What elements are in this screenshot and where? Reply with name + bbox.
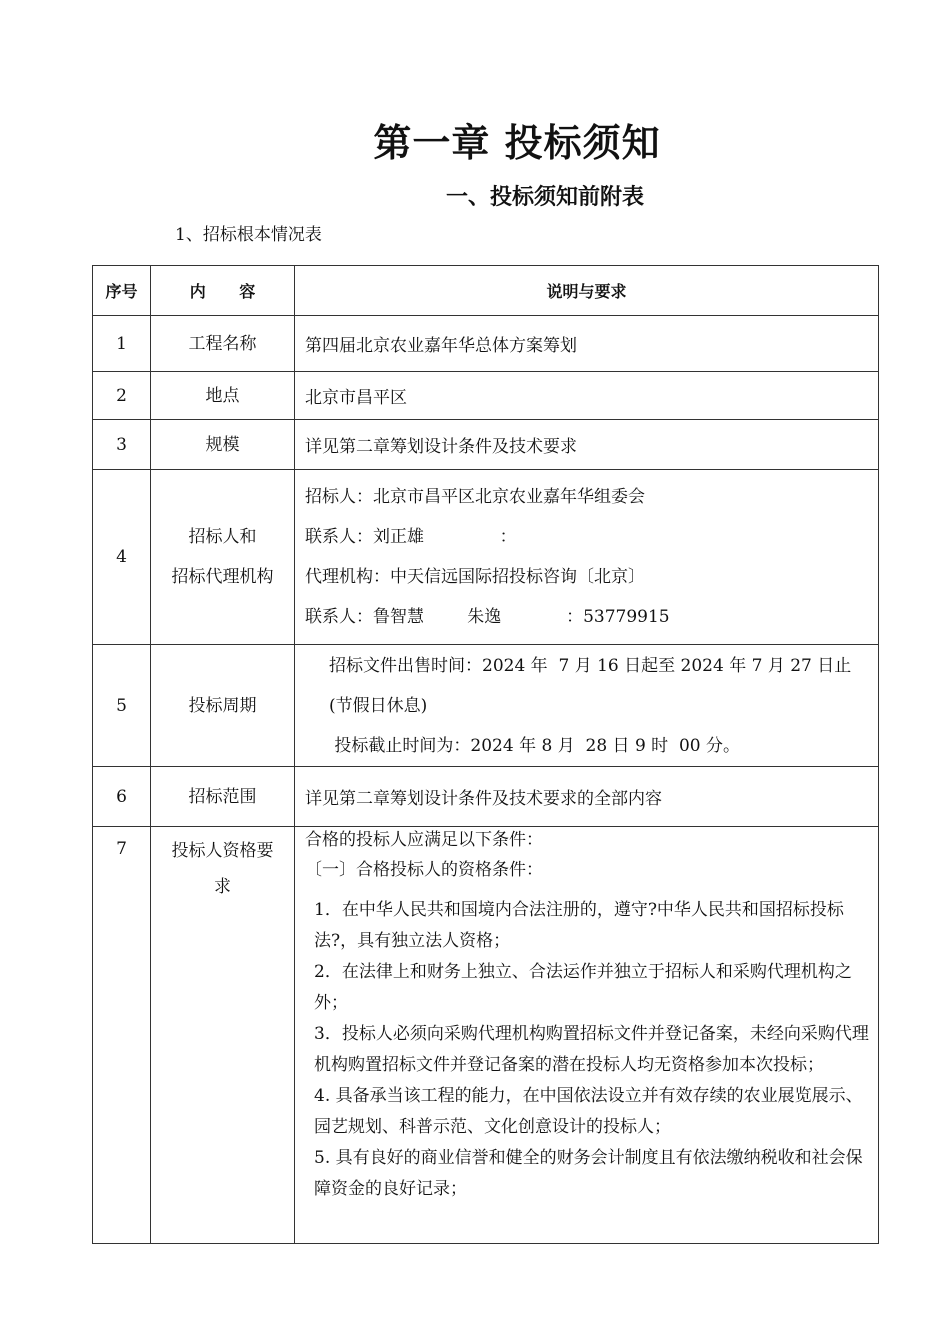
tenderer-line: 招标人：北京市昌平区北京农业嘉年华组委会 [305, 487, 645, 507]
row-number: 4 [93, 470, 151, 645]
bidding-info-table [92, 265, 879, 1244]
row-item-line: 投标人资格要 [171, 841, 274, 861]
header-no: 序号 [93, 266, 151, 316]
deadline-line: 投标截止时间为：2024 年 8 月 28 日 9 时 00 分。 [329, 735, 741, 756]
requirement-item: 2．在法律上和财务上独立、合法运作并独立于招标人和采购代理机构之外； [314, 962, 852, 1013]
requirements-intro: 合格的投标人应满足以下条件： [305, 830, 543, 850]
row-number: 2 [93, 372, 151, 420]
requirements-subtitle: 〔一〕合格投标人的资格条件： [305, 860, 543, 880]
row-item: 投标周期 [151, 645, 295, 767]
row-item-line: 求 [214, 877, 231, 897]
table-caption: 1、招标根本情况表 [175, 225, 322, 245]
row-item-line: 招标人和 [188, 527, 257, 547]
row-item: 规模 [151, 420, 295, 470]
row-number: 7 [93, 827, 151, 1244]
section-title: 一、投标须知前附表 [445, 185, 644, 210]
bidding-period [295, 645, 879, 767]
row-desc: 北京市昌平区 [295, 372, 879, 420]
requirement-item: 3．投标人必须向采购代理机构购置招标文件并登记备案，未经向采购代理机构购置招标文件并登记备案的潜在投标人均无资格参加本次投标； [314, 1024, 869, 1075]
row-item [151, 827, 295, 1244]
table-row [93, 767, 879, 827]
table-row [93, 827, 879, 1244]
chapter-title: 第一章 投标须知 [373, 121, 661, 165]
table-row [93, 372, 879, 420]
agency-line: 代理机构：中天信远国际招投标咨询〔北京〕 [305, 567, 645, 587]
row-item: 招标范围 [151, 767, 295, 827]
requirement-item: 4. 具备承当该工程的能力，在中国依法设立并有效存续的农业展览展示、园艺规划、科普示范、文化创意设计的投标人； [314, 1086, 863, 1137]
sale-period-line: 招标文件出售时间：2024 年 7 月 16 日起至 2024 年 7 月 27 日止 [329, 655, 852, 676]
table-header-row [93, 266, 879, 316]
row-number: 1 [93, 316, 151, 372]
row-desc: 第四届北京农业嘉年华总体方案筹划 [295, 316, 879, 372]
table-row [93, 645, 879, 767]
table-row [93, 316, 879, 372]
row-desc: 详见第二章筹划设计条件及技术要求的全部内容 [295, 767, 879, 827]
table-row [93, 470, 879, 645]
contact-info [295, 470, 879, 645]
row-number: 5 [93, 645, 151, 767]
header-item: 内 容 [151, 266, 295, 316]
requirement-item: 1．在中华人民共和国境内合法注册的，遵守?中华人民共和国招标投标法?，具有独立法人资格； [314, 900, 844, 951]
header-desc: 说明与要求 [295, 266, 879, 316]
row-item: 工程名称 [151, 316, 295, 372]
table-row [93, 420, 879, 470]
row-item [151, 470, 295, 645]
row-item: 地点 [151, 372, 295, 420]
row-number: 6 [93, 767, 151, 827]
row-desc: 详见第二章筹划设计条件及技术要求 [295, 420, 879, 470]
agency-contact-line: 联系人：鲁智慧 朱逸 ：53779915 [305, 607, 670, 627]
qualification-requirements [295, 827, 879, 1244]
row-item-line: 招标代理机构 [171, 567, 274, 587]
holiday-note-line: (节假日休息) [329, 695, 428, 716]
contact-line: 联系人：刘正雄 ： [305, 527, 517, 547]
requirement-item: 5. 具有良好的商业信誉和健全的财务会计制度且有依法缴纳税收和社会保障资金的良好记录； [314, 1148, 863, 1199]
row-number: 3 [93, 420, 151, 470]
